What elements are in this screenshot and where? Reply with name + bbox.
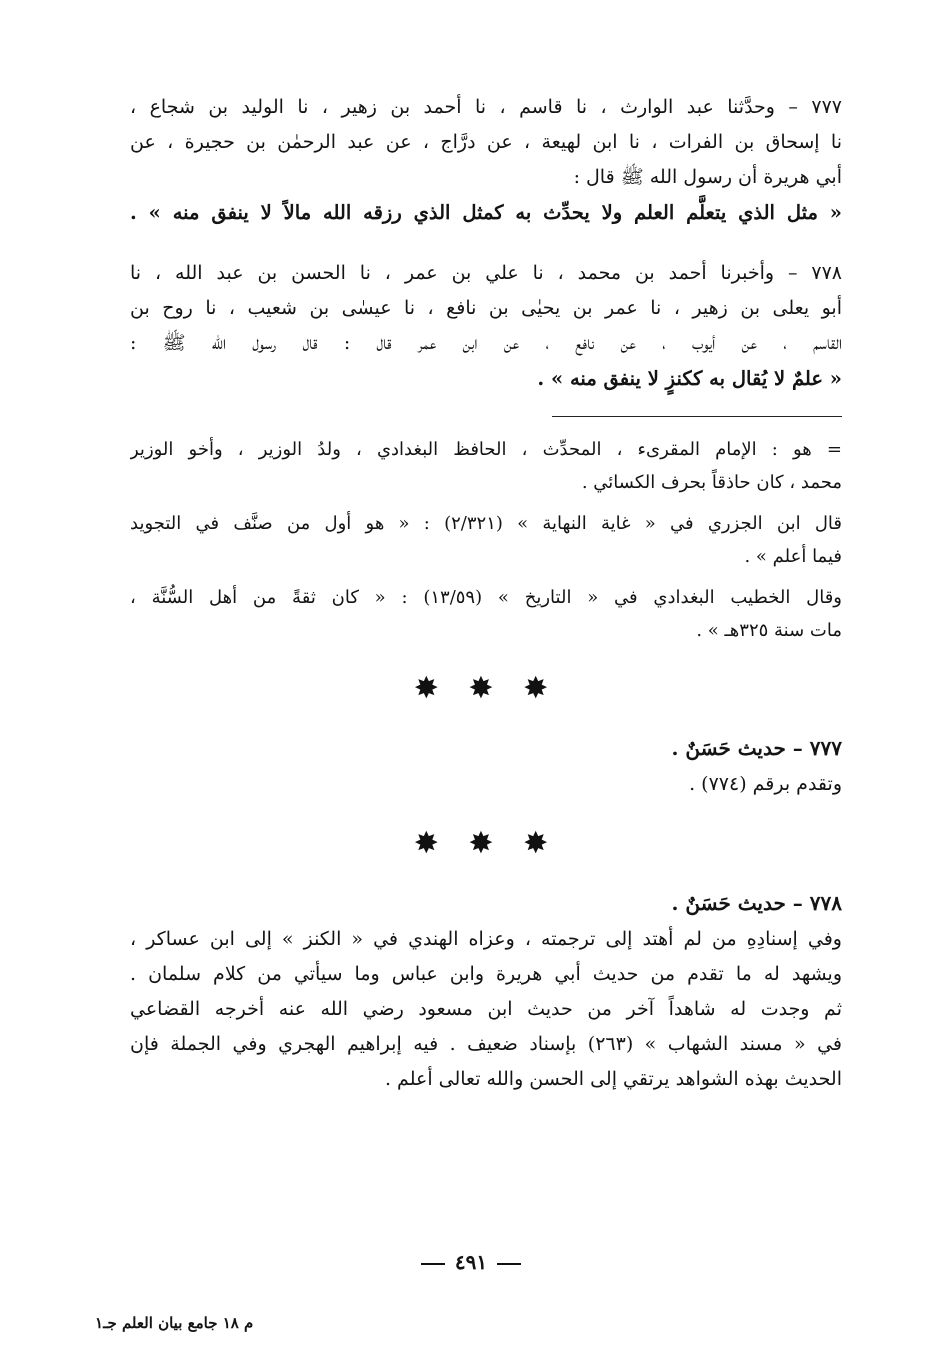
footnote-para3-line-2: مات سنة ٣٢٥هـ » . [696,620,842,641]
commentary-778 [130,884,842,1097]
footnote-para3-line-1: وقال الخطيب البغدادي في « التاريخ » (١٣/٥٩) : « كان ثقةً من أهل السُّنَّة ، [130,587,842,608]
page-body [130,90,842,1097]
section-separator-2: ✸ ✸ ✸ [413,826,559,861]
footnote [130,433,842,647]
footnote-para2-line-1: قال ابن الجزري في « غاية النهاية » (٢/٣٢١) : « هو أول من صنَّف في التجويد [130,513,842,534]
hadith-778-line-3: القاسم ، عن أيوب ، عن نافع ، عن ابن عمر قال : قال رسول الله ﷺ : [130,332,842,354]
hadith-777-line-2: نا إسحاق بن الفرات ، نا ابن لهيعة ، عن درَّاج ، عن عبد الرحمٰن بن حجيرة ، عن [130,131,842,153]
page-number [0,1250,942,1274]
hadith-777-line-3: أبي هريرة أن رسول الله ﷺ قال : [573,166,842,188]
footnote-divider [552,416,842,417]
commentary-778-line-2: ويشهد له ما تقدم من حديث أبي هريرة وابن عباس وما سيأتي من كلام سلمان . [130,963,842,985]
commentary-778-line-3: ثم وجدت له شاهداً آخر من حديث ابن مسعود رضي الله عنه أخرجه القضاعي [130,998,842,1020]
hadith-777 [130,90,842,230]
hadith-778-line-1: ٧٧٨ – وأخبرنا أحمد بن محمد ، نا علي بن عمر ، نا الحسن بن عبد الله ، نا [130,262,842,284]
footnote-para1-line-1: = هو : الإمام المقرىء ، المحدِّث ، الحافظ البغدادي ، ولدُ الوزير ، وأخو الوزير [130,439,842,460]
commentary-778-heading: ٧٧٨ – حديث حَسَنٌ . [671,891,842,915]
hadith-778 [130,256,842,396]
commentary-778-line-1: وفي إسنادِهِ من لم أهتد إلى ترجمته ، وعزاه الهندي في « الكنز » إلى ابن عساكر ، [130,928,842,950]
footnote-para2-line-2: فيما أعلم » . [744,546,842,567]
commentary-778-line-4: في « مسند الشهاب » (٢٦٣) بإسناد ضعيف . فيه إبراهيم الهجري وفي الجملة فإن [130,1033,842,1055]
hadith-778-quote: « علمٌ لا يُقال به ككنزٍ لا ينفق منه » . [537,367,842,390]
commentary-777-heading: ٧٧٧ – حديث حَسَنٌ . [671,736,842,760]
hadith-778-line-2: أبو يعلى بن زهير ، نا عمر بن يحيٰى بن نافع ، نا عيسٰى بن شعيب ، نا روح بن [130,297,842,319]
signature-mark: م ١٨ جامع بيان العلم جـ١ [95,1314,254,1332]
hadith-777-line-1: ٧٧٧ – وحدَّثنا عبد الوارث ، نا قاسم ، نا أحمد بن زهير ، نا الوليد بن شجاع ، [130,96,842,118]
page-number-dash-left [421,1263,445,1265]
commentary-778-line-5: الحديث بهذه الشواهد يرتقي إلى الحسن والله تعالى أعلم . [384,1068,842,1090]
hadith-777-quote: « مثل الذي يتعلَّم العلم ولا يحدِّث به كمثل الذي رزقه الله مالاً لا ينفق منه » . [130,201,842,224]
footnote-para1-line-2: محمد ، كان حاذقاً بحرف الكسائي . [581,472,842,493]
page-number-dash-right [497,1263,521,1265]
page-number-value: ٤٩١ [454,1250,488,1274]
section-separator-1: ✸ ✸ ✸ [413,671,559,706]
commentary-777 [130,729,842,802]
commentary-777-text: وتقدم برقم (٧٧٤) . [689,773,842,795]
